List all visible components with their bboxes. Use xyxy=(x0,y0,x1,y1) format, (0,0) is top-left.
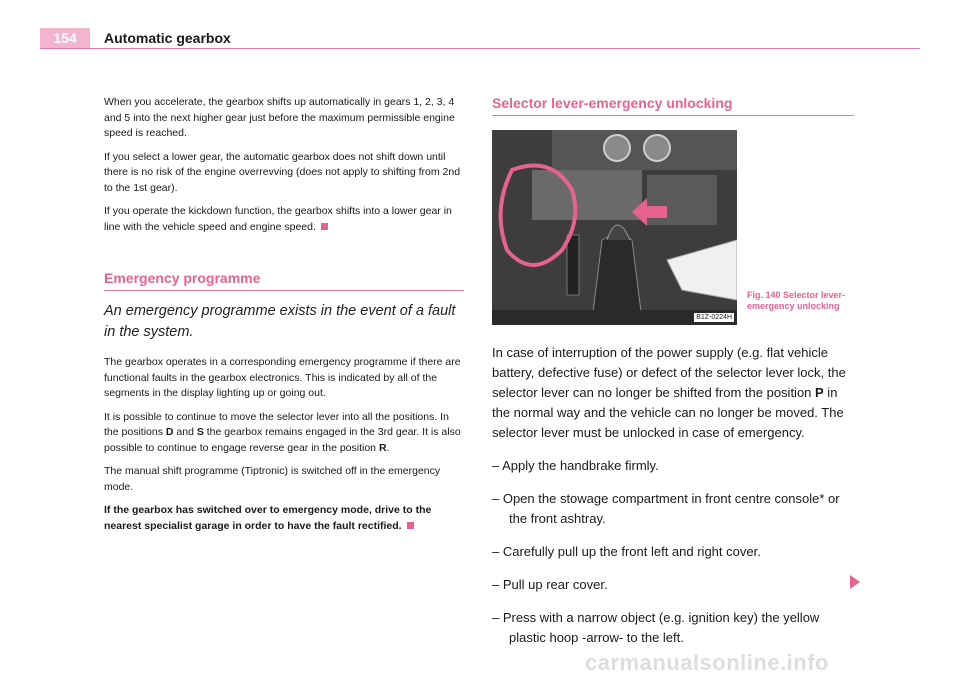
step-open-stowage: – Open the stowage compartment in front centre console* or the front ashtray. xyxy=(492,491,840,526)
chapter-title: Automatic gearbox xyxy=(104,30,231,46)
continue-arrow-icon[interactable] xyxy=(850,575,860,589)
selector-lever-illustration xyxy=(492,130,737,325)
footer-watermark: carmanualsonline.info xyxy=(585,650,829,675)
left-column xyxy=(104,95,464,542)
paragraph-downshift: If you select a lower gear, the automatic gearbox does not shift down until there is no risk of the engine overrevving (does not apply to shifting from 2nd to the 1st gear). xyxy=(104,150,461,194)
gear-d: D xyxy=(165,426,174,438)
right-column-body xyxy=(492,343,854,661)
gear-r: R xyxy=(378,441,387,454)
end-of-section-icon xyxy=(407,522,414,529)
paragraph-emergency-3: The manual shift programme (Tiptronic) is switched off in the emergency mode. xyxy=(104,465,441,493)
section-title-unlocking: Selector lever-emergency unlocking xyxy=(492,95,854,116)
section-intro: An emergency programme exists in the event of a fault in the system. xyxy=(104,303,456,340)
paragraph-upshift: When you accelerate, the gearbox shifts up automatically in gears 1, 2, 3, 4 and 5 into the next higher gear just before the maximum permissible engine speed is reached. xyxy=(104,96,455,139)
gear-p: P xyxy=(815,385,824,400)
paragraph-emergency-1: The gearbox operates in a corresponding emergency programme if there are functional faults in the gearbox electronics. This is indicated by all of the segments in the display lighting up or going out. xyxy=(104,356,461,399)
page-number: 154 xyxy=(40,28,90,48)
figure-caption: Fig. 140 Selector lever-emergency unlocking xyxy=(747,290,846,311)
paragraph-emergency-2: It is possible to continue to move the selector lever into all the positions. In the positions D and S the gearbox remains engaged in the 3rd gear. It is also possible to continue to engage reverse gear in the position R. xyxy=(104,410,461,454)
step-pull-front-cover: – Carefully pull up the front left and right cover. xyxy=(492,544,761,559)
section-title-emergency: Emergency programme xyxy=(104,270,464,291)
step-pull-rear-cover: – Pull up rear cover. xyxy=(492,577,608,592)
header-rule xyxy=(40,48,920,49)
end-of-section-icon xyxy=(321,223,328,230)
figure-selector-lever xyxy=(492,130,737,325)
step-handbrake: – Apply the handbrake firmly. xyxy=(492,458,659,473)
paragraph-emergency-warning: If the gearbox has switched over to emergency mode, drive to the nearest specialist garage in order to have the fault rectified. xyxy=(104,504,432,532)
paragraph-unlocking: In case of interruption of the power supply (e.g. flat vehicle battery, defective fuse) or defect of the selector lever lock, the selector lever can no longer be shifted from the position P in the normal way and the vehicle can no longer be moved. The selector lever must be unlocked in case of emergency. xyxy=(492,345,846,440)
step-press-hoop: – Press with a narrow object (e.g. ignition key) the yellow plastic hoop -arrow- to the left. xyxy=(492,610,820,645)
gear-s: S xyxy=(196,426,204,438)
paragraph-kickdown: If you operate the kickdown function, the gearbox shifts into a lower gear in line with the vehicle speed and engine speed. xyxy=(104,205,452,233)
figure-code: B1Z-0224H xyxy=(696,314,732,321)
right-column-header xyxy=(492,95,854,116)
